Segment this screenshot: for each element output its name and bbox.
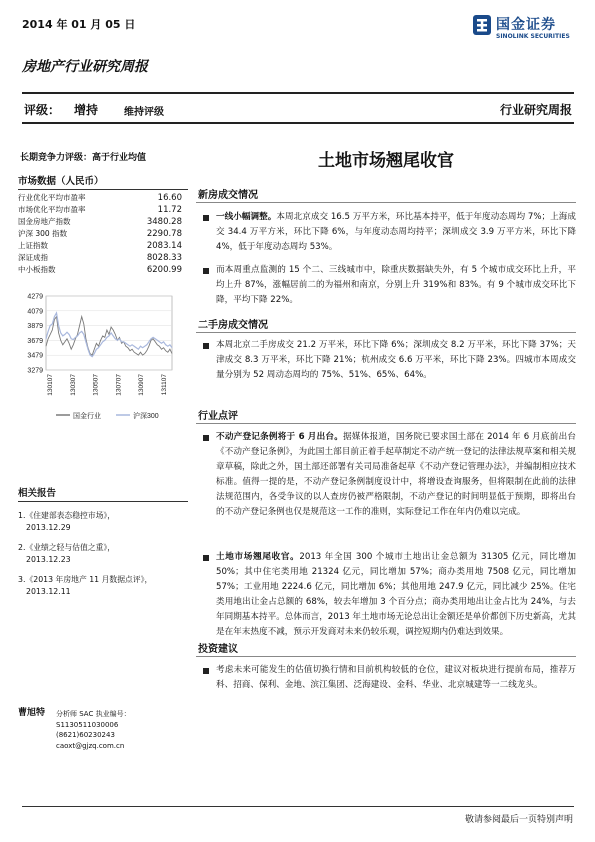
market-data-value: 6200.99 <box>146 265 182 275</box>
footer-disclaimer: 敬请参阅最后一页特别声明 <box>464 815 573 825</box>
bullet-icon <box>203 215 209 221</box>
paragraph-land-market <box>216 550 576 640</box>
related-report-title[interactable]: 2.《业绩之轻与估值之重》， <box>18 543 116 552</box>
report-date: 2014 年 01 月 05 日 <box>22 18 136 31</box>
analyst-info <box>56 709 188 751</box>
rating-divider <box>22 122 574 124</box>
market-data-value: 8028.33 <box>146 253 182 263</box>
x-tick-label: 130307 <box>69 374 77 396</box>
related-report-item[interactable] <box>18 574 188 598</box>
company-logo <box>472 12 584 46</box>
related-report-title[interactable]: 3.《2013 年房地产 11 月数据点评》， <box>18 575 153 584</box>
section-new-house: 新房成交情况 <box>198 190 258 201</box>
rating-value: 增持 <box>74 103 99 117</box>
market-data-row <box>16 252 186 264</box>
section-divider <box>196 202 576 203</box>
y-tick-label: 4079 <box>27 308 43 316</box>
x-tick-label: 130107 <box>47 374 54 396</box>
related-report-date: 2013.12.23 <box>26 555 71 564</box>
related-report-item[interactable] <box>18 510 188 534</box>
related-reports-title: 相关报告 <box>18 485 188 502</box>
rating-note: 维持评级 <box>124 107 164 118</box>
section-divider <box>196 423 576 424</box>
analyst-phone: (8621)60230243 <box>56 731 115 739</box>
paragraph-second-hand <box>216 338 576 383</box>
paragraph-body: 2013 年全国 300 个城市土地出让金总额为 31305 亿元，同比增加 50%；其中住宅类用地 21324 亿元，同比增加 57%；商办类用地 7508 亿元，同比增加 57%；工业用地 2224.6 亿元，同比增加 6%；其他用地 247.9 亿元，同比减少 25%。住宅类用地出让金占总额的 68%，较去年增加 3 个百分点；商办类用地出让金占比为 24%，与去年同期基本持平。总体而言，2013 年土地市场无论总出让金额还是单价都创下历史新高，尤其是在年末热度不减，预示开发商对未来仍较乐观，调控短期内仍难达到效果。 <box>216 552 576 637</box>
rating-bar <box>22 101 574 119</box>
paragraph-body: 而本周重点监测的 15 个二、三线城市中，除重庆数据缺失外，有 5 个城市成交环比上升，平均上升 87%，涨幅居前二的为福州和南京，分别上升 319%和 83%。有 9 个城市成交环比下降，平均下降 22%。 <box>216 265 576 305</box>
bullet-icon <box>203 555 209 561</box>
market-data-label: 上证指数 <box>18 241 48 250</box>
market-data-table <box>16 192 186 276</box>
related-report-item[interactable] <box>18 542 188 566</box>
logo-name-cn: 国金证券 <box>496 17 556 33</box>
header-divider <box>22 92 574 94</box>
market-data-row <box>16 204 186 216</box>
section-industry: 行业点评 <box>198 411 238 422</box>
paragraph-lead: 土地市场翘尾收官。 <box>216 552 300 562</box>
market-data-value: 11.72 <box>157 205 182 215</box>
paragraph-body: 本周北京成交 16.5 万平方米，环比基本持平，低于年度动态周均 7%；上海成交 34.4 万平方米，环比下降 6%，与年度动态周均持平；深圳成交 3.9 万平方米，环比下降 4%，低于年度动态周均 53%。 <box>216 212 576 252</box>
logo-mark-icon <box>472 14 492 36</box>
y-tick-label: 3279 <box>27 367 43 375</box>
document-type: 房地产行业研究周报 <box>22 59 148 75</box>
section-second-hand: 二手房成交情况 <box>198 320 268 331</box>
market-data-value: 2083.14 <box>146 241 182 251</box>
section-divider <box>196 332 576 333</box>
section-divider <box>196 656 576 657</box>
paragraph-body: 本周北京二手房成交 21.2 万平米，环比下降 6%；深圳成交 8.2 万平米，环比下降 37%；天津成交 8.3 万平米，环比下降 21%；杭州成交 6.6 万平米，环比下降 23%。四城市本周成交量分别为 52 周动态周均的 75%、51%、65%、64%。 <box>216 340 576 380</box>
paragraph-investment-advice <box>216 663 576 693</box>
report-type: 行业研究周报 <box>499 103 572 117</box>
bullet-icon <box>203 435 209 441</box>
analyst-name: 曹旭特 <box>18 708 46 718</box>
analyst-email[interactable]: caoxt@gjzq.com.cn <box>56 741 125 750</box>
paragraph-lead: 不动产登记条例将于 6 月出台。 <box>216 432 344 442</box>
rating-label: 评级： <box>24 103 61 117</box>
logo-name-en: SINOLINK SECURITIES <box>496 33 570 40</box>
market-data-label: 深证成指 <box>18 253 48 262</box>
paragraph-new-house-tier1 <box>216 210 576 255</box>
related-reports-list <box>16 510 188 598</box>
paragraph-lead: 一线小幅调整。 <box>216 212 277 222</box>
index-line-chart <box>16 292 188 424</box>
paragraph-property-registration <box>216 430 576 520</box>
market-data-value: 2290.78 <box>146 229 182 239</box>
legend-label: 国金行业 <box>73 413 101 420</box>
report-title: 土地市场翘尾收官 <box>318 151 454 171</box>
y-tick-label: 4279 <box>27 293 43 301</box>
y-tick-label: 3679 <box>27 337 43 345</box>
related-report-title[interactable]: 1.《住建部表态稳控市场》， <box>18 511 116 520</box>
market-data-row <box>16 228 186 240</box>
x-tick-label: 130507 <box>92 374 100 396</box>
market-data-row <box>16 216 186 228</box>
market-data-label: 行业优化平均市盈率 <box>18 193 86 202</box>
market-data-label: 沪深 300 指数 <box>18 229 68 238</box>
footer-divider <box>22 806 574 807</box>
x-tick-label: 130707 <box>115 374 123 396</box>
market-data-label: 市场优化平均市盈率 <box>18 205 86 214</box>
market-data-value: 16.60 <box>157 193 182 203</box>
related-report-date: 2013.12.29 <box>26 523 71 532</box>
market-data-row <box>16 264 186 276</box>
market-data-value: 3480.28 <box>146 217 182 227</box>
bullet-icon <box>203 268 209 274</box>
y-tick-label: 3879 <box>27 323 43 331</box>
x-tick-label: 130907 <box>138 374 146 396</box>
market-data-row <box>16 240 186 252</box>
y-tick-label: 3479 <box>27 352 43 360</box>
legend-label: 沪深300 <box>133 413 159 420</box>
related-report-date: 2013.12.11 <box>26 587 71 596</box>
sidebar <box>16 130 188 276</box>
paragraph-body: 考虑未来可能发生的估值切换行情和目前机构较低的仓位，建议对板块进行提前布局，推荐万科、招商、保利、金地、滨江集团、泛海建设、金科、华业、北京城建等一二线龙头。 <box>216 665 576 690</box>
bullet-icon <box>203 668 209 674</box>
market-data-row <box>16 192 186 204</box>
related-reports <box>16 485 188 598</box>
analyst-sac: 分析师 SAC 执业编号：S1130511030006 <box>56 710 131 729</box>
x-tick-label: 131107 <box>161 374 168 396</box>
index-chart <box>16 292 188 424</box>
competitiveness-rating: 长期竞争力评级：高于行业均值 <box>20 153 147 163</box>
market-data-label: 国金房地产指数 <box>18 217 71 226</box>
section-advice: 投资建议 <box>198 644 238 655</box>
market-data-title: 市场数据（人民币） <box>18 173 188 190</box>
bullet-icon <box>203 343 209 349</box>
paragraph-new-house-tier23 <box>216 263 576 308</box>
market-data-label: 中小板指数 <box>18 265 56 274</box>
paragraph-body: 据媒体报道，国务院已要求国土部在 2014 年 6 月底前出台《不动产登记条例》，为此国土部目前正着手起草制定不动产统一登记的法律法规草案和相关规章草稿，除此之外，国土部还部署有关司局准备起草《不动产登记管理办法》，并编制相应技术标准。值得一提的是，不动产登记条例制度设计中，将增设查询服务，但将限制在此前的法律法规范围内，各受争议的以人查房仍被严格限制，不动产登记的时间明显低于预期，即将出台的不动产登记条例也仅是规范这一工作的准则，实际登记工作在年内仍难以完成。 <box>216 432 576 517</box>
